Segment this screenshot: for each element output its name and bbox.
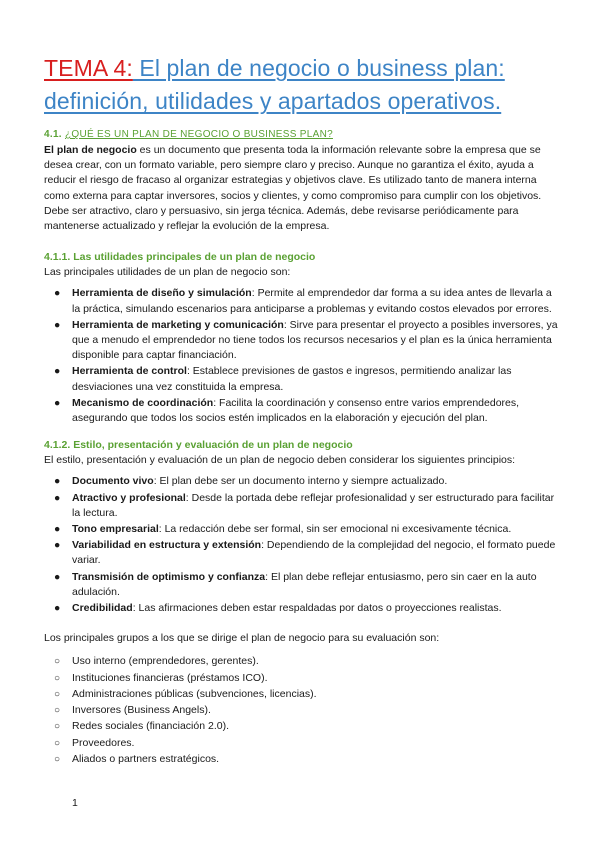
- section-4-1-number: 4.1.: [44, 129, 62, 140]
- page-number: 1: [72, 797, 78, 809]
- list-item: [44, 719, 562, 734]
- list-item: [44, 474, 562, 489]
- list-item: [44, 286, 562, 316]
- list-item: [44, 703, 562, 718]
- section-4-1-1-intro: Las principales utilidades de un plan de negocio son:: [44, 266, 291, 279]
- list-item: [44, 396, 562, 426]
- list-item: [44, 491, 562, 521]
- list-item-text: Uso interno (emprendedores, gerentes).: [72, 655, 259, 668]
- section-4-1-1-title: Las utilidades principales de un plan de negocio: [70, 251, 316, 264]
- hollow-bullet-icon: ○: [54, 721, 61, 733]
- intro-text: es un documento que presenta toda la información relevante sobre la empresa que se desea crear, con un formato variable, pero siempre claro y preciso. Aunque no garantiza el éxito, ayuda a reducir el riesgo de fracaso al organizar estrategias y objetivos clave. Es utilizado tanto de manera interna como externa para captar inversores, socios y clientes, y como compromiso para cumplir con los objetivos. Debe ser atractivo, claro y persuasivo, sin jerga técnica. Además, debe revisarse periódicamente para mantenerse actualizado y reflejar la evolución de la empresa.: [44, 144, 542, 233]
- list-item-term: Tono empresarial: [72, 523, 159, 536]
- bullet-icon: ●: [54, 491, 61, 504]
- list-item: [44, 538, 562, 568]
- section-4-1-1-number: 4.1.1.: [44, 251, 71, 264]
- utilities-list: [44, 286, 562, 426]
- bullet-icon: ●: [54, 365, 61, 378]
- list-item-term: Documento vivo: [72, 475, 154, 488]
- list-item-text: : Dependiendo de la complejidad del negocio, el formato puede variar.: [72, 539, 556, 567]
- bullet-icon: ●: [54, 396, 61, 409]
- list-item-term: Variabilidad en estructura y extensión: [72, 539, 262, 552]
- list-item-text: : El plan debe reflejar entusiasmo, pero sin caer en la auto adulación.: [72, 570, 537, 598]
- list-item-text: Inversores (Business Angels).: [72, 704, 211, 717]
- list-item-text: : Permite al emprendedor dar forma a su idea antes de llevarla a la práctica, simulando escenarios para anticiparse a problemas y evitando costos elevados por errores.: [72, 287, 552, 315]
- list-item-text: Instituciones financieras (préstamos ICO).: [72, 671, 268, 684]
- list-item: [44, 522, 562, 537]
- list-item-text: Aliados o partners estratégicos.: [72, 752, 220, 765]
- list-item-text: Administraciones públicas (subvenciones, licencias).: [72, 687, 317, 700]
- page-title: [44, 52, 562, 118]
- bullet-icon: ●: [54, 523, 61, 536]
- list-item-text: Redes sociales (financiación 2.0).: [72, 720, 229, 733]
- list-item-text: Proveedores.: [72, 736, 135, 749]
- list-item: [44, 671, 562, 686]
- list-item-term: Herramienta de control: [72, 365, 187, 378]
- bullet-icon: ●: [54, 570, 61, 583]
- title-main: El plan de negocio o business plan: definición, utilidades y apartados operativos.: [44, 55, 505, 114]
- section-4-1-title: ¿QUÉ ES UN PLAN DE NEGOCIO O BUSINESS PLAN?: [64, 129, 333, 140]
- list-item-term: Credibilidad: [72, 602, 133, 615]
- list-item-text: : Las afirmaciones deben estar respaldadas por datos o proyecciones realistas.: [132, 602, 502, 615]
- list-item: [44, 318, 562, 364]
- list-item: [44, 654, 562, 669]
- list-item: [44, 752, 562, 767]
- document-page: [44, 52, 562, 768]
- list-item-text: : Sirve para presentar el proyecto a posibles inversores, ya que a menudo el emprendedor no tiene todos los recursos necesarios y el plan es la única herramienta disponible para captar financiación.: [72, 318, 558, 362]
- bullet-icon: ●: [54, 602, 61, 615]
- list-item: [44, 736, 562, 751]
- list-item: [44, 570, 562, 600]
- list-item-term: Herramienta de diseño y simulación: [72, 287, 252, 300]
- bullet-icon: ●: [54, 318, 61, 331]
- bullet-icon: ●: [54, 539, 61, 552]
- bullet-icon: ●: [54, 475, 61, 488]
- list-item-text: : Facilita la coordinación y consenso entre varios emprendedores, asegurando que todos los socios estén implicados en la elaboración y ejecución del plan.: [72, 396, 520, 425]
- hollow-bullet-icon: ○: [54, 688, 61, 700]
- section-4-1-2-intro: El estilo, presentación y evaluación de un plan de negocio deben considerar los siguientes principios:: [44, 454, 516, 467]
- hollow-bullet-icon: ○: [54, 737, 61, 749]
- list-item-text: : El plan debe ser un documento interno y siempre actualizado.: [153, 475, 448, 488]
- list-item-term: Herramienta de marketing y comunicación: [72, 318, 284, 331]
- section-4-1-heading: [44, 128, 562, 142]
- list-item: [44, 364, 562, 394]
- list-item-term: Transmisión de optimismo y confianza: [72, 570, 266, 583]
- section-4-1-2-heading: [44, 438, 562, 452]
- intro-bold-term: El plan de negocio: [44, 144, 137, 156]
- hollow-bullet-icon: ○: [54, 753, 61, 765]
- groups-intro: Los principales grupos a los que se dirige el plan de negocio para su evaluación son:: [44, 632, 440, 645]
- list-item-text: : La redacción debe ser formal, sin ser emocional ni excesivamente técnica.: [158, 523, 512, 536]
- list-item: [44, 687, 562, 702]
- section-4-1-intro: [44, 143, 562, 234]
- list-item-term: Atractivo y profesional: [72, 491, 186, 504]
- hollow-bullet-icon: ○: [54, 672, 61, 684]
- section-4-1-1-heading: [44, 250, 562, 264]
- principles-list: [44, 474, 562, 616]
- section-4-1-2-number: 4.1.2.: [44, 439, 71, 452]
- list-item-term: Mecanismo de coordinación: [72, 396, 214, 409]
- list-item: [44, 601, 562, 616]
- hollow-bullet-icon: ○: [54, 656, 61, 668]
- section-4-1-2-title: Estilo, presentación y evaluación de un plan de negocio: [70, 439, 353, 452]
- groups-list: [44, 654, 562, 766]
- hollow-bullet-icon: ○: [54, 705, 61, 717]
- bullet-icon: ●: [54, 287, 61, 300]
- list-item-text: : Establece previsiones de gastos e ingresos, permitiendo analizar las desviaciones una vez constituida la empresa.: [72, 365, 512, 393]
- list-item-text: : Desde la portada debe reflejar profesionalidad y ser estructurado para facilitar la lectura.: [72, 491, 555, 519]
- title-prefix: TEMA 4:: [44, 55, 133, 81]
